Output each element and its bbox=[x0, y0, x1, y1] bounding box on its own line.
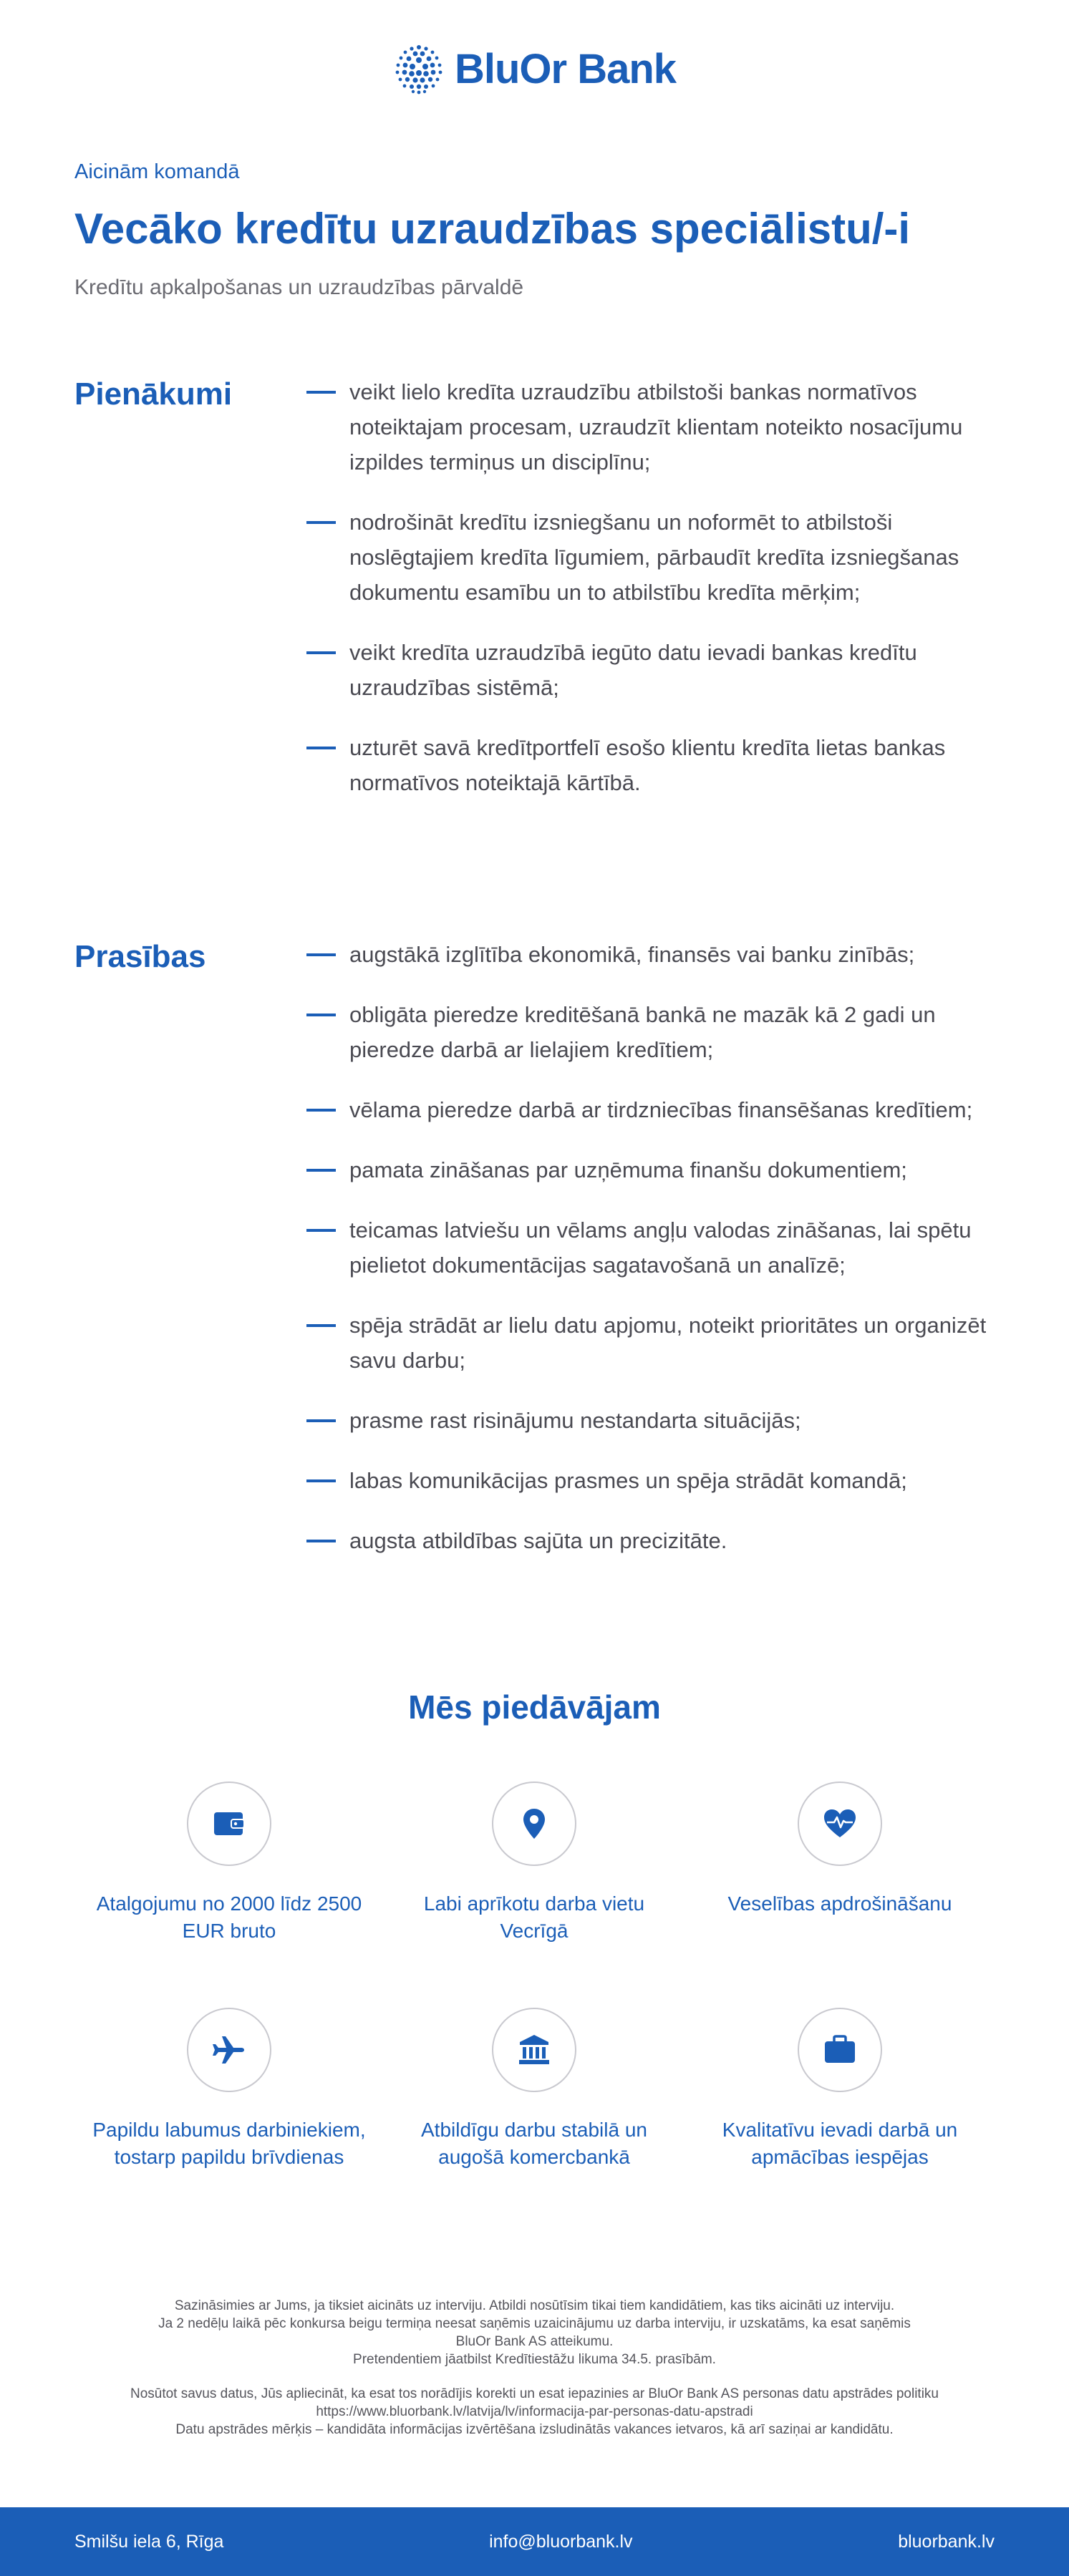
dash-icon bbox=[306, 1419, 336, 1422]
brand-logo bbox=[0, 43, 1069, 94]
benefit-label: Papildu labumus darbiniekiem, tostarp papildu brīvdienas bbox=[92, 2119, 366, 2168]
footer-address: Smilšu iela 6, Rīga bbox=[74, 2531, 224, 2552]
heart-pulse-icon bbox=[821, 1805, 858, 1842]
benefit-label: Atbildīgu darbu stabilā un augošā komercbankā bbox=[421, 2119, 647, 2168]
dash-icon bbox=[306, 1229, 336, 1232]
legal-contact-notice: Sazināsimies ar Jums, ja tiksiet aicināts uz interviju. Atbildi nosūtīsim tikai tiem kandidātiem, kas tiks aicināti uz interviju. Ja 2 nedēļu laikā pēc konkursa beigu termiņa neesat saņēmis uzaicinājumu uz darba interviju, ir uzskatāms, ka esat saņēmis BluOr Bank AS atteikumu. Pretendentiem jāatbilst Kredītiestāžu likuma 34.5. prasībām. bbox=[158, 2298, 911, 2367]
benefit-label: Veselības apdrošināšanu bbox=[727, 1892, 952, 1915]
duties-heading: Pienākumi bbox=[74, 376, 233, 412]
list-item: prasme rast risinājumu nestandarta situācijās; bbox=[306, 1403, 1001, 1438]
footer-website-link[interactable]: bluorbank.lv bbox=[898, 2531, 995, 2552]
list-item: nodrošināt kredītu izsniegšanu un noformēt to atbilstoši noslēgtajiem kredīta līgumiem, pārbaudīt kredīta izsniegšanas dokumentu esamību un to atbilstību kredīta mērķim; bbox=[306, 505, 1001, 610]
list-item: veikt kredīta uzraudzībā iegūto datu ievadi bankas kredītu uzraudzības sistēmā; bbox=[306, 635, 1001, 705]
wallet-icon bbox=[211, 1805, 248, 1842]
dash-icon bbox=[306, 391, 336, 394]
page-subtitle: Kredītu apkalpošanas un uzraudzības pārvaldē bbox=[74, 276, 524, 299]
dash-icon bbox=[306, 747, 336, 749]
brand-name: BluOr Bank bbox=[454, 45, 677, 92]
dash-icon bbox=[306, 1014, 336, 1016]
briefcase-icon bbox=[821, 2031, 858, 2069]
benefit-health bbox=[697, 1782, 983, 1918]
bank-building-icon bbox=[516, 2031, 553, 2069]
list-item: augsta atbildības sajūta un precizitāte. bbox=[306, 1523, 1001, 1558]
dash-icon bbox=[306, 651, 336, 654]
list-item: uzturēt savā kredītportfelī esošo klientu kredīta lietas bankas normatīvos noteiktajā kārtībā. bbox=[306, 730, 1001, 800]
list-item: augstākā izglītība ekonomikā, finansēs vai banku zinībās; bbox=[306, 937, 1001, 972]
benefit-label: Kvalitatīvu ievadi darbā un apmācības iespējas bbox=[722, 2119, 958, 2168]
list-item: veikt lielo kredīta uzraudzību atbilstoši bankas normatīvos noteiktajam procesam, uzraudzīt klientam noteikto nosacījumu izpildes termiņus un disciplīnu; bbox=[306, 374, 1001, 480]
list-item: labas komunikācijas prasmes un spēja strādāt komandā; bbox=[306, 1463, 1001, 1498]
requirements-list bbox=[306, 937, 1001, 1583]
list-item: pamata zināšanas par uzņēmuma finanšu dokumentiem; bbox=[306, 1152, 1001, 1187]
benefit-label: Atalgojumu no 2000 līdz 2500 EUR bruto bbox=[96, 1892, 362, 1942]
benefit-label: Labi aprīkotu darba vietu Vecrīgā bbox=[423, 1892, 645, 1942]
benefit-extras bbox=[86, 2008, 372, 2171]
list-item: spēja strādāt ar lielu datu apjomu, noteikt prioritātes un organizēt savu darbu; bbox=[306, 1308, 1001, 1378]
list-item: obligāta pieredze kreditēšanā bankā ne mazāk kā 2 gadi un pieredze darbā ar lielajiem kredītiem; bbox=[306, 997, 1001, 1067]
benefit-salary bbox=[86, 1782, 372, 1945]
eyebrow-text: Aicinām komandā bbox=[74, 160, 240, 183]
dash-icon bbox=[306, 953, 336, 956]
requirements-heading: Prasības bbox=[74, 939, 206, 974]
benefit-bank bbox=[391, 2008, 677, 2171]
duties-list bbox=[306, 374, 1001, 825]
dash-icon bbox=[306, 1479, 336, 1482]
footer-email-link[interactable]: info@bluorbank.lv bbox=[489, 2531, 633, 2552]
list-item: teicamas latviešu un vēlams angļu valodas zināšanas, lai spētu pielietot dokumentācijas sagatavošanā un analīzē; bbox=[306, 1212, 1001, 1283]
page-title: Vecāko kredītu uzraudzības speciālistu/-i bbox=[74, 205, 911, 253]
location-pin-icon bbox=[516, 1805, 553, 1842]
dash-icon bbox=[306, 1169, 336, 1172]
dash-icon bbox=[306, 1109, 336, 1112]
offer-heading: Mēs piedāvājam bbox=[408, 1688, 661, 1726]
dash-icon bbox=[306, 521, 336, 524]
dash-icon bbox=[306, 1540, 336, 1542]
logo-dots-icon bbox=[393, 43, 445, 94]
legal-privacy-notice: Nosūtot savus datus, Jūs apliecināt, ka esat tos norādījis korekti un esat iepazinies ar BluOr Bank AS personas datu apstrādes politiku https://www.bluorbank.lv/latvija/lv/informacija-par-personas-datu-apstradi Datu apstrādes mērķis – kandidāta informācijas izvērtēšana izsludinātās vakances ietvaros, kā arī saziņai ar kandidātu. bbox=[64, 2385, 1005, 2439]
airplane-icon bbox=[211, 2031, 248, 2069]
dash-icon bbox=[306, 1324, 336, 1327]
list-item: vēlama pieredze darbā ar tirdzniecības finansēšanas kredītiem; bbox=[306, 1092, 1001, 1127]
footer-bar bbox=[0, 2507, 1069, 2576]
privacy-policy-link[interactable]: https://www.bluorbank.lv/latvija/lv/informacija-par-personas-datu-apstradi bbox=[316, 2404, 753, 2419]
benefit-workplace bbox=[391, 1782, 677, 1945]
benefit-training bbox=[697, 2008, 983, 2171]
